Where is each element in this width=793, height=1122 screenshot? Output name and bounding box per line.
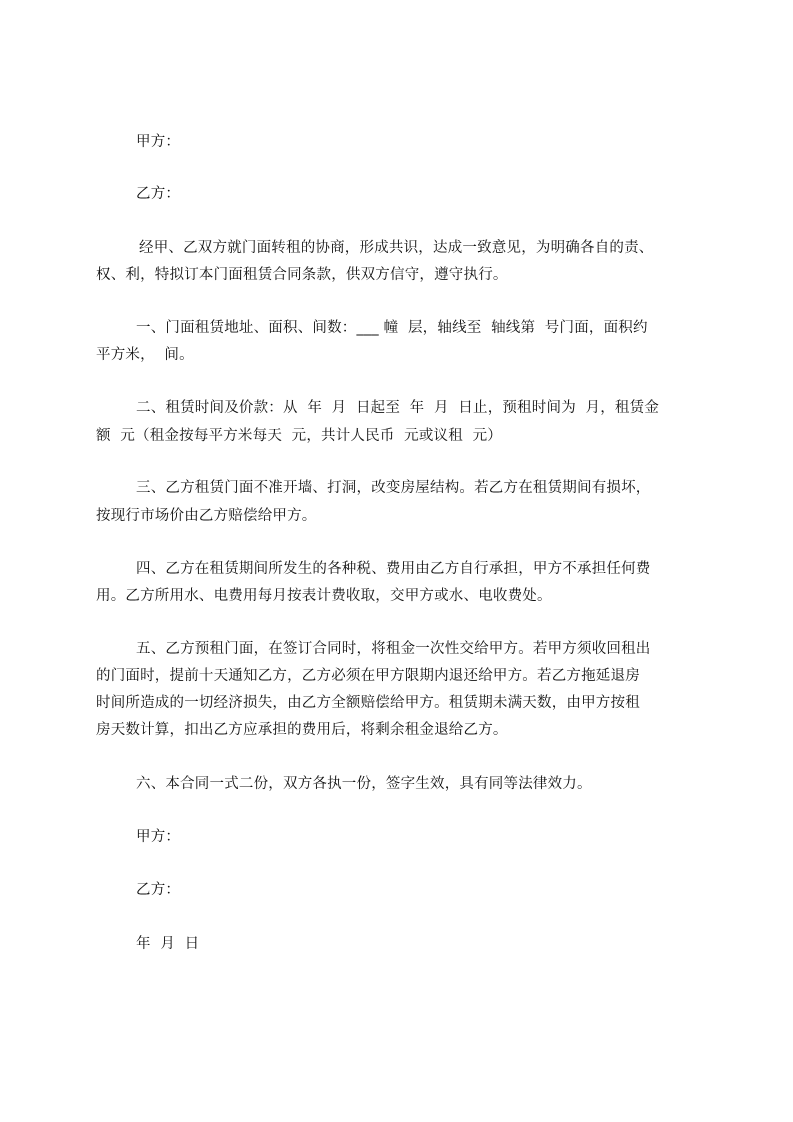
party-b-label-bottom: 乙方： bbox=[136, 882, 181, 898]
clause-5-line-3: 时间所造成的一切经济损失，由乙方全额赔偿给甲方。租赁期未满天数，由甲方按租 bbox=[96, 695, 640, 711]
clause-5-line-4: 房天数计算，扣出乙方应承担的费用后，将剩余租金退给乙方。 bbox=[96, 722, 508, 738]
clause-5-line-2: 的门面时，提前十天通知乙方，乙方必须在甲方限期内退还给甲方。若乙方拖延退房 bbox=[96, 668, 640, 684]
party-a-label-bottom: 甲方： bbox=[136, 829, 181, 845]
clause-2-line-1: 二、租赁时间及价款：从 年 月 日起至 年 月 日止，预租时间为 月，租赁金 bbox=[136, 400, 660, 416]
intro-line-1: 经甲、乙双方就门面转租的协商，形成共识，达成一致意见，为明确各自的责、 bbox=[139, 240, 654, 256]
clause-2-line-2: 额 元（租金按每平方米每天 元，共计人民币 元或议租 元） bbox=[96, 428, 502, 444]
clause-4-line-2: 用。乙方所用水、电费用每月按表计费收取，交甲方或水、电收费处。 bbox=[96, 588, 552, 604]
clause-5-line-1: 五、乙方预租门面，在签订合同时，将租金一次性交给甲方。若甲方须收回租出 bbox=[136, 641, 651, 657]
clause-1-line-2: 平方米， 间。 bbox=[96, 347, 194, 363]
clause-1-line-1: 一、门面租赁地址、面积、间数：___ 幢 层，轴线至 轴线第 号门面，面积约 bbox=[136, 320, 648, 336]
intro-line-2: 权、利，特拟订本门面租赁合同条款，供双方信守，遵守执行。 bbox=[96, 267, 508, 283]
clause-6: 六、本合同一式二份，双方各执一份，签字生效，具有同等法律效力。 bbox=[136, 776, 592, 792]
signing-date: 年 月 日 bbox=[136, 936, 200, 952]
party-a-label-top: 甲方： bbox=[136, 134, 181, 150]
party-b-label-top: 乙方： bbox=[136, 186, 181, 202]
clause-3-line-2: 按现行市场价由乙方赔偿给甲方。 bbox=[96, 508, 317, 524]
clause-4-line-1: 四、乙方在租赁期间所发生的各种税、费用由乙方自行承担，甲方不承担任何费 bbox=[136, 561, 651, 577]
clause-3-line-1: 三、乙方租赁门面不准开墙、打洞，改变房屋结构。若乙方在租赁期间有损坏， bbox=[136, 480, 651, 496]
